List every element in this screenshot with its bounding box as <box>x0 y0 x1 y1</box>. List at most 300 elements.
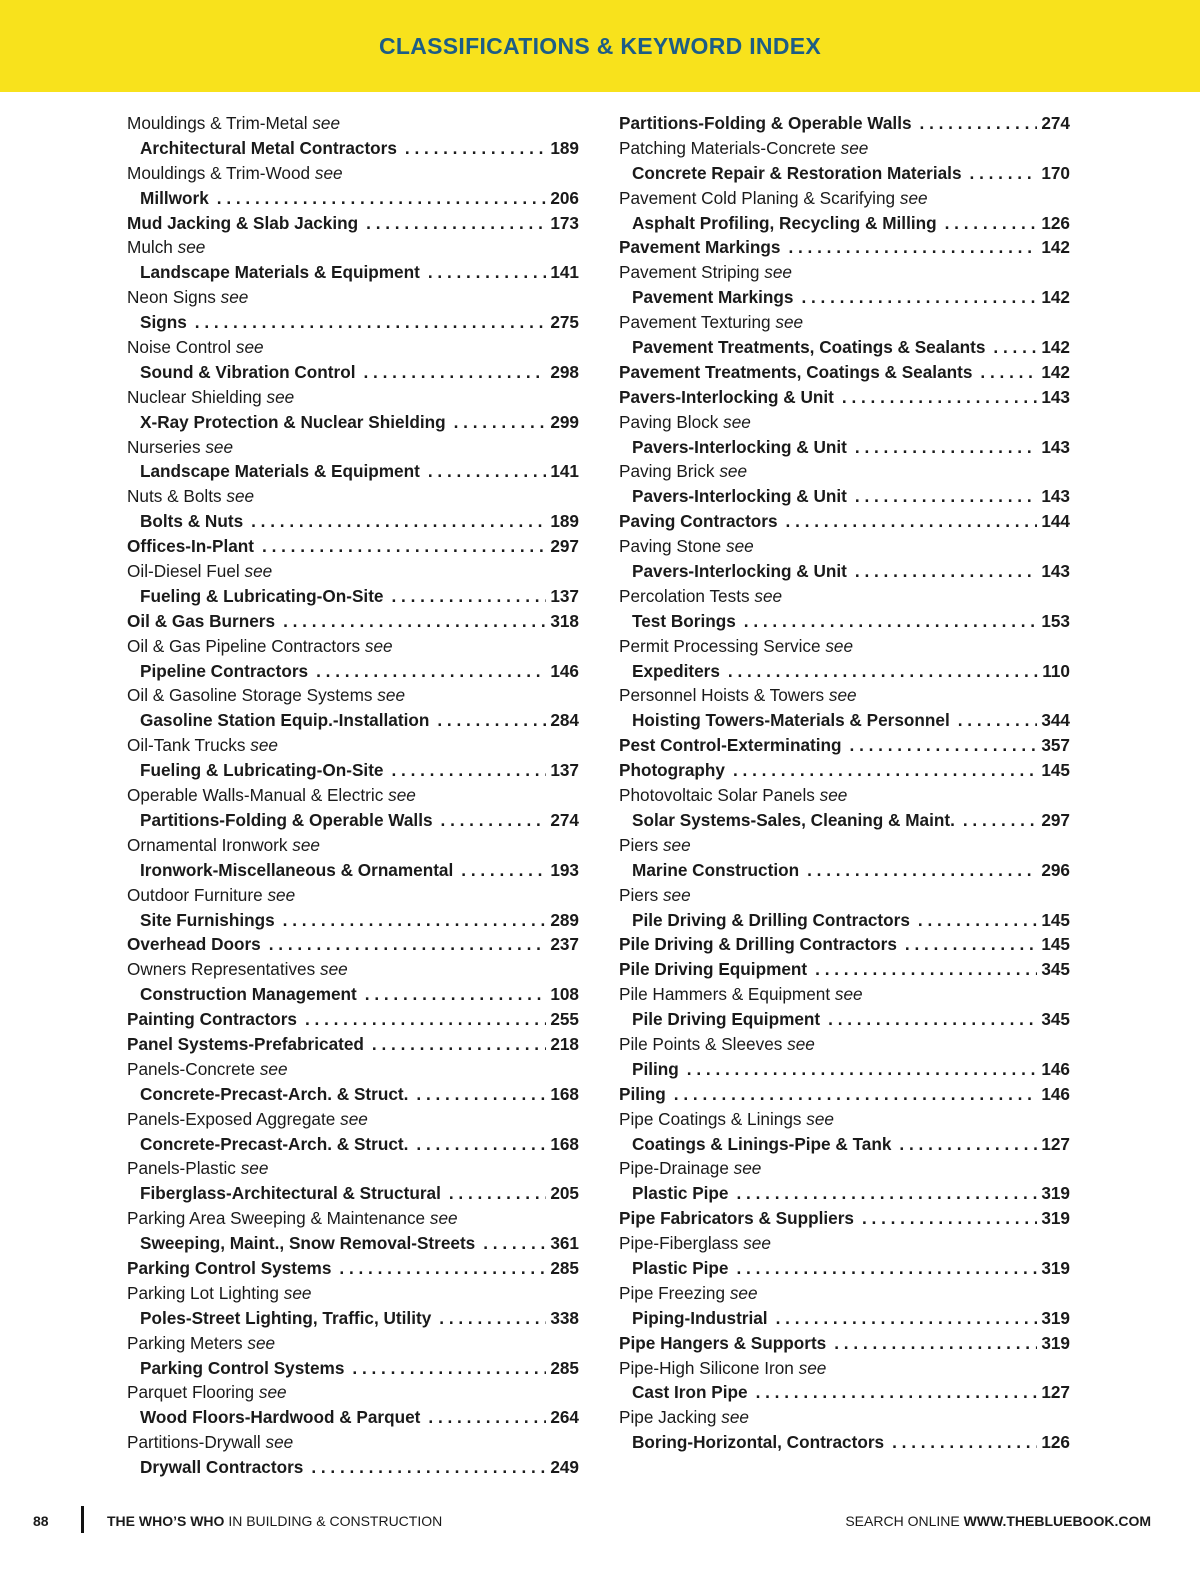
index-entry-crossref <box>619 708 1070 733</box>
entry-page-number: 145 <box>1041 934 1070 955</box>
entry-page-number: 168 <box>550 1083 579 1104</box>
see-reference: see <box>244 561 273 582</box>
entry-term: Site Furnishings <box>140 909 275 930</box>
index-entry-crossref <box>127 410 579 435</box>
index-entry-see <box>127 783 579 808</box>
dot-leader <box>826 1331 1037 1356</box>
index-column-left <box>127 111 579 1480</box>
index-entry-heading <box>619 932 1070 957</box>
index-entry-crossref <box>619 609 1070 634</box>
index-entry-see <box>127 957 579 982</box>
index-entry-see <box>619 634 1070 659</box>
dot-leader <box>261 932 547 957</box>
index-entry-see <box>127 833 579 858</box>
entry-term: Permit Processing Service <box>619 635 821 656</box>
entry-page-number: 170 <box>1041 162 1070 183</box>
entry-term: Pile Driving & Drilling Contractors <box>619 934 897 955</box>
dot-leader <box>357 982 547 1007</box>
search-online <box>845 1513 1151 1529</box>
entry-term: Pavement Cold Planing & Scarifying <box>619 187 896 208</box>
dot-leader <box>778 509 1038 534</box>
entry-term: Plastic Pipe <box>632 1183 729 1204</box>
index-entry-crossref <box>127 1231 579 1256</box>
index-entry-see <box>619 883 1070 908</box>
index-entry-heading <box>619 1331 1070 1356</box>
dot-leader <box>910 908 1037 933</box>
index-entry-crossref <box>619 435 1070 460</box>
entry-page-number: 189 <box>550 137 579 158</box>
dot-leader <box>847 484 1037 509</box>
entry-term: Pavement Texturing <box>619 312 771 333</box>
index-entry-see <box>127 111 579 136</box>
dot-leader <box>912 111 1038 136</box>
dot-leader <box>453 858 546 883</box>
index-entry-heading <box>619 1082 1070 1107</box>
see-reference: see <box>283 1282 312 1303</box>
entry-page-number: 285 <box>550 1357 579 1378</box>
see-reference: see <box>729 1282 758 1303</box>
entry-term: Pipe-Fiberglass <box>619 1233 739 1254</box>
index-entry-see <box>127 1156 579 1181</box>
entry-page-number: 168 <box>550 1133 579 1154</box>
dot-leader <box>475 1231 546 1256</box>
entry-term: Partitions-Folding & Operable Walls <box>140 809 433 830</box>
entry-page-number: 143 <box>1041 436 1070 457</box>
entry-term: Percolation Tests <box>619 585 750 606</box>
entry-term: Landscape Materials & Equipment <box>140 461 420 482</box>
index-entry-crossref <box>127 260 579 285</box>
see-reference: see <box>377 685 406 706</box>
index-entry-crossref <box>619 161 1070 186</box>
entry-term: Oil-Tank Trucks <box>127 735 246 756</box>
index-entry-crossref <box>619 908 1070 933</box>
footer <box>0 1500 1200 1544</box>
entry-page-number: 145 <box>1041 909 1070 930</box>
entry-term: Solar Systems-Sales, Cleaning & Maint. <box>632 809 955 830</box>
entry-page-number: 297 <box>550 536 579 557</box>
index-entry-see <box>127 1281 579 1306</box>
index-entry-see <box>619 1156 1070 1181</box>
index-entry-see <box>127 1206 579 1231</box>
dot-leader <box>433 808 547 833</box>
see-reference: see <box>662 834 691 855</box>
see-reference: see <box>743 1233 771 1254</box>
dot-leader <box>383 758 546 783</box>
see-reference: see <box>825 635 854 656</box>
index-entry-see <box>127 559 579 584</box>
index-entry-heading <box>127 211 579 236</box>
entry-term: Parking Lot Lighting <box>127 1282 279 1303</box>
index-column-right <box>619 111 1070 1455</box>
entry-term: Asphalt Profiling, Recycling & Milling <box>632 212 937 233</box>
entry-term: Pile Driving & Drilling Contractors <box>632 909 910 930</box>
dot-leader <box>397 136 546 161</box>
index-entry-heading <box>127 534 579 559</box>
index-entry-crossref <box>127 584 579 609</box>
entry-term: Cast Iron Pipe <box>632 1382 748 1403</box>
entry-term: Oil & Gas Burners <box>127 610 276 631</box>
dot-leader <box>441 1181 546 1206</box>
entry-page-number: 264 <box>550 1407 579 1428</box>
entry-page-number: 237 <box>550 934 579 955</box>
dot-leader <box>768 1306 1038 1331</box>
entry-page-number: 143 <box>1041 561 1070 582</box>
entry-term: Paving Contractors <box>619 511 778 532</box>
entry-term: Partitions-Drywall <box>127 1432 261 1453</box>
see-reference: see <box>721 1407 749 1428</box>
entry-term: Painting Contractors <box>127 1009 297 1030</box>
index-entry-crossref <box>127 136 579 161</box>
entry-page-number: 319 <box>1041 1208 1070 1229</box>
index-entry-see <box>619 410 1070 435</box>
index-entry-heading <box>127 932 579 957</box>
index-entry-crossref <box>127 659 579 684</box>
entry-term: Mud Jacking & Slab Jacking <box>127 212 359 233</box>
dot-leader <box>854 1206 1037 1231</box>
index-entry-see <box>127 1057 579 1082</box>
index-entry-see <box>127 634 579 659</box>
entry-term: Parquet Flooring <box>127 1382 255 1403</box>
entry-page-number: 275 <box>550 312 579 333</box>
entry-term: Concrete Repair & Restoration Materials <box>632 162 962 183</box>
entry-term: Bolts & Nuts <box>140 511 244 532</box>
entry-term: Oil & Gas Pipeline Contractors <box>127 635 361 656</box>
dot-leader <box>780 235 1037 260</box>
index-entry-crossref <box>127 1356 579 1381</box>
index-entry-see <box>619 683 1070 708</box>
entry-term: Millwork <box>140 187 209 208</box>
dot-leader <box>331 1256 546 1281</box>
see-reference: see <box>764 262 792 283</box>
index-entry-crossref <box>127 1405 579 1430</box>
index-entry-crossref <box>619 1256 1070 1281</box>
dot-leader <box>420 459 546 484</box>
index-entry-crossref <box>619 659 1070 684</box>
index-entry-see <box>127 1331 579 1356</box>
entry-page-number: 142 <box>1041 337 1070 358</box>
index-entry-see <box>127 1380 579 1405</box>
entry-term: Pavement Markings <box>619 237 781 258</box>
entry-term: Pavement Treatments, Coatings & Sealants <box>632 337 986 358</box>
dot-leader <box>955 808 1037 833</box>
entry-term: Photovoltaic Solar Panels <box>619 785 815 806</box>
entry-page-number: 319 <box>1041 1183 1070 1204</box>
dot-leader <box>679 1057 1038 1082</box>
entry-page-number: 284 <box>550 710 579 731</box>
dot-leader <box>308 659 546 684</box>
entry-page-number: 142 <box>1041 237 1070 258</box>
dot-leader <box>972 360 1037 385</box>
entry-page-number: 153 <box>1041 610 1070 631</box>
index-entry-crossref <box>619 1181 1070 1206</box>
dot-leader <box>937 211 1038 236</box>
index-entry-see <box>127 683 579 708</box>
index-entry-see <box>127 1107 579 1132</box>
index-entry-heading <box>619 509 1070 534</box>
see-reference: see <box>787 1033 815 1054</box>
entry-term: Ironwork-Miscellaneous & Ornamental <box>140 859 454 880</box>
entry-page-number: 298 <box>550 361 579 382</box>
index-entry-see <box>619 1032 1070 1057</box>
entry-term: Wood Floors-Hardwood & Parquet <box>140 1407 421 1428</box>
index-entry-see <box>619 534 1070 559</box>
index-entry-crossref <box>619 211 1070 236</box>
see-reference: see <box>314 162 343 183</box>
index-entry-see <box>619 310 1070 335</box>
see-reference: see <box>226 486 255 507</box>
dot-leader <box>820 1007 1037 1032</box>
entry-term: Piers <box>619 884 659 905</box>
index-entry-crossref <box>619 484 1070 509</box>
entry-page-number: 126 <box>1041 212 1070 233</box>
see-reference: see <box>723 411 751 432</box>
entry-term: Oil-Diesel Fuel <box>127 561 240 582</box>
dot-leader <box>897 932 1037 957</box>
entry-page-number: 344 <box>1041 710 1070 731</box>
see-reference: see <box>319 959 348 980</box>
dot-leader <box>408 1082 546 1107</box>
index-entry-crossref <box>127 908 579 933</box>
entry-page-number: 193 <box>550 859 579 880</box>
entry-term: Boring-Horizontal, Contractors <box>632 1432 885 1453</box>
see-reference: see <box>240 1158 269 1179</box>
entry-term: Pile Hammers & Equipment <box>619 984 831 1005</box>
entry-term: Fueling & Lubricating-On-Site <box>140 585 384 606</box>
dot-leader <box>847 559 1037 584</box>
see-reference: see <box>205 436 234 457</box>
see-reference: see <box>834 984 863 1005</box>
index-entry-heading <box>619 1206 1070 1231</box>
entry-term: Pile Driving Equipment <box>632 1009 821 1030</box>
entry-page-number: 255 <box>550 1009 579 1030</box>
page-title: CLASSIFICATIONS & KEYWORD INDEX <box>378 33 822 59</box>
entry-page-number: 142 <box>1041 361 1070 382</box>
index-entry-see <box>619 1405 1070 1430</box>
entry-term: Panel Systems-Prefabricated <box>127 1033 364 1054</box>
entry-term: Partitions-Folding & Operable Walls <box>619 113 912 133</box>
dot-leader <box>431 1306 546 1331</box>
index-entry-see <box>127 1430 579 1455</box>
entry-page-number: 361 <box>550 1233 579 1254</box>
entry-term: Pipe Coatings & Linings <box>619 1108 802 1129</box>
entry-page-number: 338 <box>550 1307 579 1328</box>
see-reference: see <box>840 137 869 158</box>
dot-leader <box>807 957 1037 982</box>
entry-page-number: 141 <box>550 262 579 283</box>
index-entry-crossref <box>127 1306 579 1331</box>
dot-leader <box>297 1007 546 1032</box>
dot-leader <box>729 1256 1038 1281</box>
entry-page-number: 319 <box>1041 1257 1070 1278</box>
index-entry-crossref <box>127 186 579 211</box>
entry-term: Panels-Plastic <box>127 1158 236 1179</box>
dot-leader <box>985 335 1037 360</box>
entry-page-number: 318 <box>550 610 579 631</box>
index-entry-crossref <box>127 360 579 385</box>
see-reference: see <box>250 735 278 756</box>
entry-term: Marine Construction <box>632 859 800 880</box>
index-entry-crossref <box>127 758 579 783</box>
see-reference: see <box>292 834 320 855</box>
see-reference: see <box>220 287 249 308</box>
see-reference: see <box>265 1432 294 1453</box>
see-reference: see <box>899 187 928 208</box>
dot-leader <box>209 186 547 211</box>
dot-leader <box>420 1405 546 1430</box>
see-reference: see <box>806 1108 834 1129</box>
index-entry-heading <box>127 1032 579 1057</box>
entry-term: Neon Signs <box>127 287 216 308</box>
index-entry-see <box>619 1107 1070 1132</box>
dot-leader <box>842 733 1038 758</box>
page-number: 88 <box>33 1513 49 1529</box>
index-entry-crossref <box>619 559 1070 584</box>
entry-term: Personnel Hoists & Towers <box>619 685 825 706</box>
see-reference: see <box>388 785 416 806</box>
entry-term: Test Borings <box>632 610 736 631</box>
index-entry-see <box>619 260 1070 285</box>
entry-page-number: 218 <box>550 1033 579 1054</box>
entry-page-number: 297 <box>1041 809 1070 830</box>
index-entry-see <box>127 733 579 758</box>
entry-page-number: 144 <box>1041 511 1070 532</box>
index-entry-heading <box>619 733 1070 758</box>
index-entry-crossref <box>619 1380 1070 1405</box>
entry-term: Pipe-Drainage <box>619 1158 729 1179</box>
entry-term: Coatings & Linings-Pipe & Tank <box>632 1133 892 1154</box>
entry-term: Expediters <box>632 660 720 681</box>
entry-term: Piers <box>619 834 659 855</box>
dot-leader <box>891 1132 1037 1157</box>
dot-leader <box>358 211 546 236</box>
index-entry-see <box>619 459 1070 484</box>
index-entry-crossref <box>619 1430 1070 1455</box>
dot-leader <box>429 708 546 733</box>
website-link[interactable]: WWW.THEBLUEBOOK.COM <box>963 1513 1151 1529</box>
index-entry-crossref <box>619 808 1070 833</box>
dot-leader <box>962 161 1038 186</box>
see-reference: see <box>177 237 206 258</box>
search-label: SEARCH ONLINE <box>845 1513 964 1529</box>
see-reference: see <box>775 312 804 333</box>
entry-term: Parking Area Sweeping & Maintenance <box>127 1208 426 1229</box>
entry-term: Pipe Fabricators & Suppliers <box>619 1208 854 1229</box>
entry-term: Paving Stone <box>619 536 722 557</box>
dot-leader <box>950 708 1038 733</box>
see-reference: see <box>258 1382 287 1403</box>
dot-leader <box>254 534 546 559</box>
entry-term: Paving Block <box>619 411 719 432</box>
see-reference: see <box>247 1332 276 1353</box>
index-entry-crossref <box>127 708 579 733</box>
index-entry-heading <box>619 111 1070 136</box>
index-entry-crossref <box>619 858 1070 883</box>
dot-leader <box>364 1032 546 1057</box>
index-entry-crossref <box>127 509 579 534</box>
index-entry-crossref <box>619 1057 1070 1082</box>
entry-page-number: 173 <box>550 212 579 233</box>
entry-page-number: 296 <box>1041 859 1070 880</box>
entry-page-number: 249 <box>550 1457 579 1478</box>
entry-term: Patching Materials-Concrete <box>619 137 836 158</box>
index-entry-crossref <box>619 285 1070 310</box>
entry-term: Pipe Jacking <box>619 1407 717 1428</box>
index-entry-see <box>619 1281 1070 1306</box>
entry-term: Pile Driving Equipment <box>619 959 808 980</box>
publication-name <box>107 1513 442 1529</box>
index-entry-crossref <box>127 1455 579 1480</box>
entry-term: Pavers-Interlocking & Unit <box>632 561 847 582</box>
entry-page-number: 345 <box>1041 959 1070 980</box>
entry-term: Pavers-Interlocking & Unit <box>632 436 847 457</box>
entry-term: Pipe Hangers & Supports <box>619 1332 827 1353</box>
entry-term: Pile Points & Sleeves <box>619 1033 783 1054</box>
entry-term: Pavers-Interlocking & Unit <box>619 386 834 407</box>
publication-name-bold: THE WHO’S WHO <box>107 1513 225 1529</box>
see-reference: see <box>235 337 264 358</box>
entry-term: Parking Control Systems <box>127 1257 332 1278</box>
entry-term: Pipeline Contractors <box>140 660 309 681</box>
dot-leader <box>275 609 546 634</box>
entry-page-number: 357 <box>1041 735 1070 756</box>
index-entry-see <box>619 833 1070 858</box>
dot-leader <box>446 410 547 435</box>
index-entry-crossref <box>127 982 579 1007</box>
entry-term: Ornamental Ironwork <box>127 834 288 855</box>
see-reference: see <box>754 585 783 606</box>
entry-term: Pipe Freezing <box>619 1282 726 1303</box>
index-entry-crossref <box>127 808 579 833</box>
index-entry-see <box>127 435 579 460</box>
see-reference: see <box>719 461 748 482</box>
entry-page-number: 146 <box>550 660 579 681</box>
dot-leader <box>748 1380 1038 1405</box>
publication-name-rest: IN BUILDING & CONSTRUCTION <box>224 1513 443 1529</box>
see-reference: see <box>662 884 691 905</box>
entry-term: Piling <box>632 1058 679 1079</box>
entry-term: Photography <box>619 760 725 781</box>
entry-term: X-Ray Protection & Nuclear Shielding <box>140 411 446 432</box>
entry-term: Noise Control <box>127 337 232 358</box>
entry-page-number: 299 <box>550 411 579 432</box>
entry-term: Pipe-High Silicone Iron <box>619 1357 794 1378</box>
index-entry-see <box>127 285 579 310</box>
entry-term: Concrete-Precast-Arch. & Struct. <box>140 1133 409 1154</box>
index-entry-see <box>619 136 1070 161</box>
entry-term: Pavement Striping <box>619 262 760 283</box>
entry-page-number: 142 <box>1041 287 1070 308</box>
entry-term: Mouldings & Trim-Metal <box>127 113 308 133</box>
index-entry-crossref <box>127 310 579 335</box>
entry-term: Hoisting Towers-Materials & Personnel <box>632 710 950 731</box>
entry-page-number: 127 <box>1041 1382 1070 1403</box>
entry-term: Piling <box>619 1083 666 1104</box>
entry-term: Oil & Gasoline Storage Systems <box>127 685 373 706</box>
index-entry-heading <box>619 957 1070 982</box>
see-reference: see <box>798 1357 827 1378</box>
index-entry-heading <box>619 758 1070 783</box>
entry-term: Poles-Street Lighting, Traffic, Utility <box>140 1307 432 1328</box>
dot-leader <box>793 285 1037 310</box>
dot-leader <box>725 758 1037 783</box>
entry-page-number: 345 <box>1041 1009 1070 1030</box>
index-entry-crossref <box>127 459 579 484</box>
index-entry-see <box>127 335 579 360</box>
dot-leader <box>187 310 547 335</box>
entry-term: Signs <box>140 312 187 333</box>
dot-leader <box>729 1181 1038 1206</box>
index-entry-see <box>127 883 579 908</box>
